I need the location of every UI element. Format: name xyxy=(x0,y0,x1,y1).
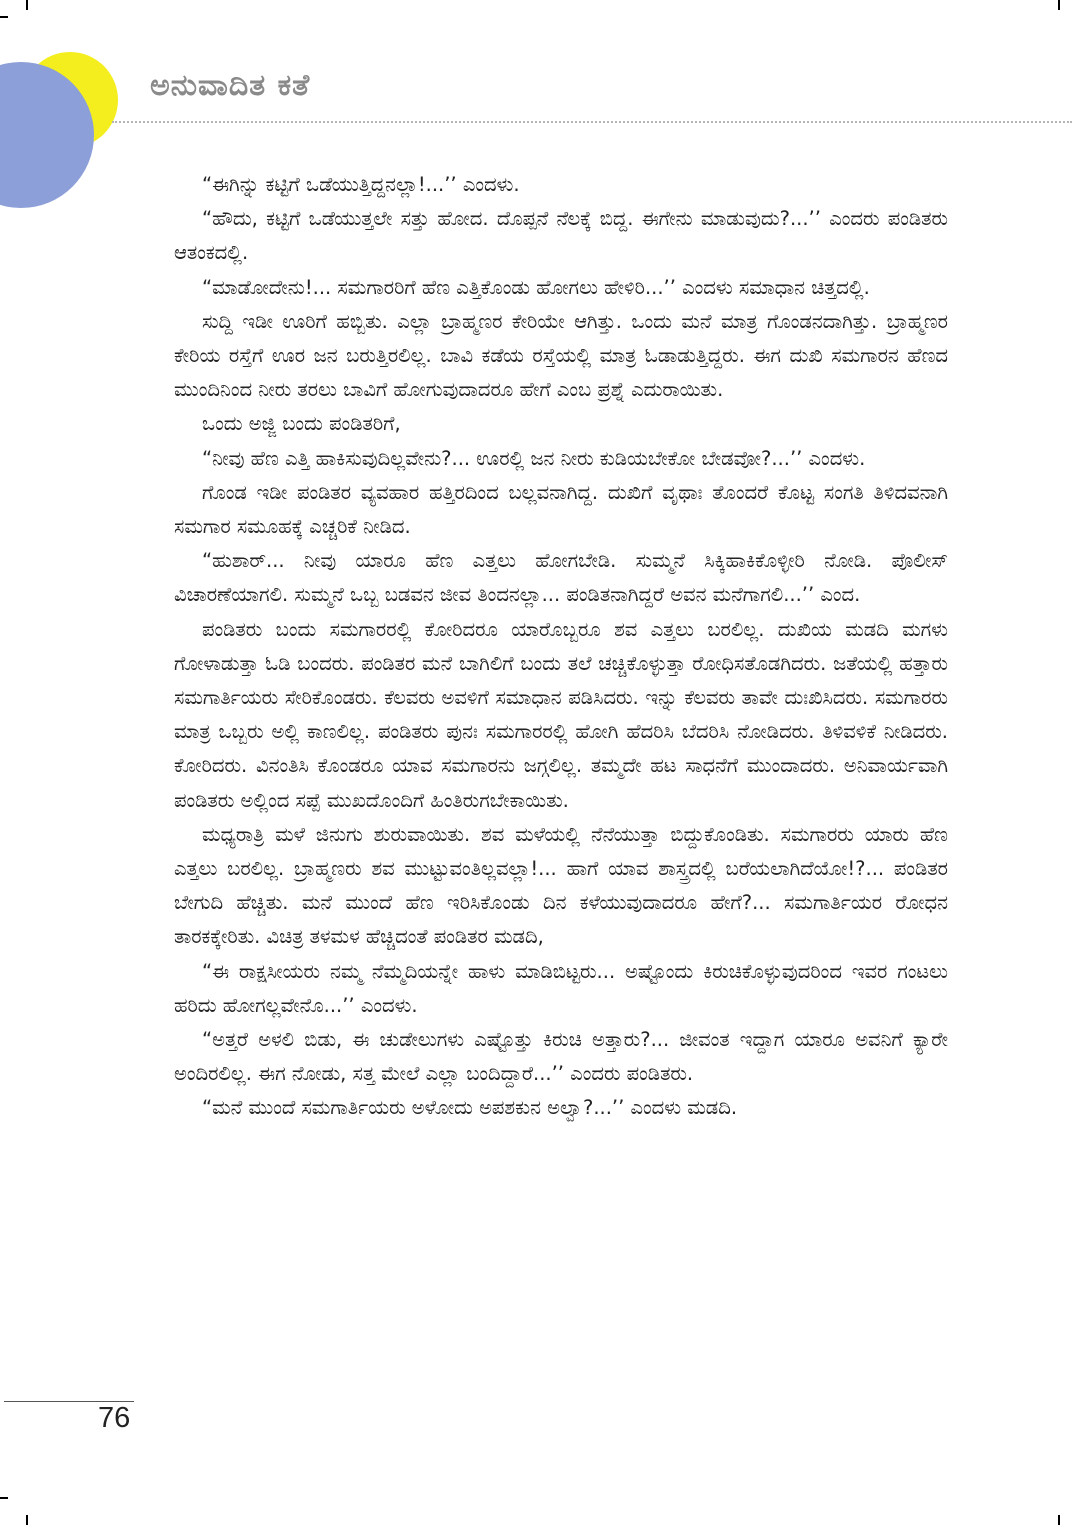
paragraph: “ಈ ರಾಕ್ಷಸೀಯರು ನಮ್ಮ ನೆಮ್ಮದಿಯನ್ನೇ ಹಾಳು ಮಾಡಿಬಿಟ್ಟರು... ಅಷ್ಟೊಂದು ಕಿರುಚಿಕೊಳ್ಳುವುದರಿಂದ ಇವರ ಗಂಟಲು ಹರಿದು ಹೋಗಲ್ಲವೇನೊ...’’ ಎಂದಳು. xyxy=(174,959,948,1017)
paragraph: “ಅತ್ತರೆ ಅಳಲಿ ಬಿಡು, ಈ ಚುಡೇಲುಗಳು ಎಷ್ಟೊತ್ತು ಕಿರುಚಿ ಅತ್ತಾರು?... ಜೀವಂತ ಇದ್ದಾಗ ಯಾರೂ ಅವನಿಗೆ ಕ್ಯಾರೇ ಅಂದಿರಲಿಲ್ಲ. ಈಗ ನೋಡು, ಸತ್ತ ಮೇಲೆ ಎಲ್ಲಾ ಬಂದಿದ್ದಾರೆ...’’ ಎಂದರು ಪಂಡಿತರು. xyxy=(174,1028,948,1086)
section-title: ಅನುವಾದಿತ ಕತೆ xyxy=(150,68,311,103)
paragraph: “ನೀವು ಹೆಣ ಎತ್ತಿ ಹಾಕಿಸುವುದಿಲ್ಲವೇನು?... ಊರಲ್ಲಿ ಜನ ನೀರು ಕುಡಿಯಬೇಕೋ ಬೇಡವೋ?...’’ ಎಂದಳು. xyxy=(202,446,866,470)
header-dotted-divider xyxy=(112,121,1072,123)
paragraph: ಗೊಂಡ ಇಡೀ ಪಂಡಿತರ ವ್ಯವಹಾರ ಹತ್ತಿರದಿಂದ ಬಲ್ಲವನಾಗಿದ್ದ. ದುಖಿಗೆ ವೃಥಾಃ ತೊಂದರೆ ಕೊಟ್ಟ ಸಂಗತಿ ತಿಳಿದವನಾಗಿ ಸಮಗಾರ ಸಮೂಹಕ್ಕೆ ಎಚ್ಚರಿಕೆ ನೀಡಿದ. xyxy=(174,480,948,539)
paragraph: “ಈಗಿನ್ನು ಕಟ್ಟಿಗೆ ಒಡೆಯುತ್ತಿದ್ದನಲ್ಲಾ!...’’ ಎಂದಳು. xyxy=(202,173,520,196)
paragraph: ಒಂದು ಅಜ್ಜಿ ಬಂದು ಪಂಡಿತರಿಗೆ, xyxy=(202,412,401,436)
crop-mark-top-right xyxy=(1058,0,1060,10)
paragraph: “ಮಾಡೋದೇನು!... ಸಮಗಾರರಿಗೆ ಹೆಣ ಎತ್ತಿಕೊಂಡು ಹೋಗಲು ಹೇಳಿರಿ...’’ ಎಂದಳು ಸಮಾಧಾನ ಚಿತ್ತದಲ್ಲಿ. xyxy=(202,275,870,299)
paragraph: ಪಂಡಿತರು ಬಂದು ಸಮಗಾರರಲ್ಲಿ ಕೋರಿದರೂ ಯಾರೊಬ್ಬರೂ ಶವ ಎತ್ತಲು ಬರಲಿಲ್ಲ. ದುಖಿಯ ಮಡದಿ ಮಗಳು ಗೋಳಾಡುತ್ತಾ ಓಡಿ ಬಂದರು. ಪಂಡಿತರ ಮನೆ ಬಾಗಿಲಿಗೆ ಬಂದು ತಲೆ ಚಚ್ಚಿಕೊಳ್ಳುತ್ತಾ ರೋಧಿಸತೊಡಗಿದರು. ಜತೆಯಲ್ಲಿ ಹತ್ತಾರು ಸಮಗಾರ್ತಿಯರು ಸೇರಿಕೊಂಡರು. ಕೆಲವರು ಅವಳಿಗೆ ಸಮಾಧಾನ ಪಡಿಸಿದರು. ಇನ್ನು ಕೆಲವರು ತಾವೇ ದುಃಖಿಸಿದರು. ಸಮಗಾರರು ಮಾತ್ರ ಒಬ್ಬರು ಅಲ್ಲಿ ಕಾಣಲಿಲ್ಲ. ಪಂಡಿತರು ಪುನಃ ಸಮಗಾರರಲ್ಲಿ ಹೋಗಿ ಹೆದರಿಸಿ ಬೆದರಿಸಿ ನೋಡಿದರು. ತಿಳಿವಳಿಕೆ ನೀಡಿದರು. ಕೋರಿದರು. ವಿನಂತಿಸಿ ಕೊಂಡರೂ ಯಾವ ಸಮಗಾರನು ಜಗ್ಗಲಿಲ್ಲ. ತಮ್ಮದೇ ಹಟ ಸಾಧನೆಗೆ ಮುಂದಾದರು. ಅನಿವಾರ್ಯವಾಗಿ ಪಂಡಿತರು ಅಲ್ಲಿಂದ ಸಪ್ಪೆ ಮುಖದೊಂದಿಗೆ ಹಿಂತಿರುಗಬೇಕಾಯಿತು. xyxy=(174,617,948,812)
crop-mark-bottom-right xyxy=(1058,1515,1060,1525)
paragraph: “ಹೌದು, ಕಟ್ಟಿಗೆ ಒಡೆಯುತ್ತಲೇ ಸತ್ತು ಹೋದ. ದೊಪ್ಪನೆ ನೆಲಕ್ಕೆ ಬಿದ್ದ. ಈಗೇನು ಮಾಡುವುದು?...’’ ಎಂದರು ಪಂಡಿತರು ಆತಂಕದಲ್ಲಿ. xyxy=(174,207,948,265)
paragraph: “ಹುಶಾರ್... ನೀವು ಯಾರೂ ಹೆಣ ಎತ್ತಲು ಹೋಗಬೇಡಿ. ಸುಮ್ಮನೆ ಸಿಕ್ಕಿಹಾಕಿಕೊಳ್ಳೀರಿ ನೋಡಿ. ಪೊಲೀಸ್ ವಿಚಾರಣೆಯಾಗಲಿ. ಸುಮ್ಮನೆ ಒಬ್ಬ ಬಡವನ ಜೀವ ತಿಂದನಲ್ಲಾ... ಪಂಡಿತನಾಗಿದ್ದರೆ ಅವನ ಮನೆಗಾಗಲಿ...’’ ಎಂದ. xyxy=(174,549,948,607)
page-number: 76 xyxy=(98,1402,131,1434)
crop-mark-bottom-left-side xyxy=(0,1497,8,1499)
crop-mark-top-left xyxy=(26,0,28,10)
story-body xyxy=(174,168,948,1126)
paragraph: “ಮನೆ ಮುಂದೆ ಸಮಗಾರ್ತಿಯರು ಅಳೋದು ಅಪಶಕುನ ಅಲ್ವಾ?...’’ ಎಂದಳು ಮಡದಿ. xyxy=(202,1096,738,1120)
paragraph: ಮಧ್ಯರಾತ್ರಿ ಮಳೆ ಜಿನುಗು ಶುರುವಾಯಿತು. ಶವ ಮಳೆಯಲ್ಲಿ ನೆನೆಯುತ್ತಾ ಬಿದ್ದುಕೊಂಡಿತು. ಸಮಗಾರರು ಯಾರು ಹೆಣ ಎತ್ತಲು ಬರಲಿಲ್ಲ. ಬ್ರಾಹ್ಮಣರು ಶವ ಮುಟ್ಟುವಂತಿಲ್ಲವಲ್ಲಾ!... ಹಾಗೆ ಯಾವ ಶಾಸ್ತ್ರದಲ್ಲಿ ಬರೆಯಲಾಗಿದೆಯೋ!?... ಪಂಡಿತರ ಬೇಗುದಿ ಹೆಚ್ಚಿತು. ಮನೆ ಮುಂದೆ ಹೆಣ ಇರಿಸಿಕೊಂಡು ದಿನ ಕಳೆಯುವುದಾದರೂ ಹೇಗೆ?... ಸಮಗಾರ್ತಿಯರ ರೋಧನ ತಾರಕಕ್ಕೇರಿತು. ವಿಚಿತ್ರ ತಳಮಳ ಹೆಚ್ಚಿದಂತೆ ಪಂಡಿತರ ಮಡದಿ, xyxy=(174,822,948,949)
crop-mark-bottom-left xyxy=(26,1515,28,1525)
crop-mark-top-left-side xyxy=(0,16,8,18)
paragraph: ಸುದ್ದಿ ಇಡೀ ಊರಿಗೆ ಹಬ್ಬಿತು. ಎಲ್ಲಾ ಬ್ರಾಹ್ಮಣರ ಕೇರಿಯೇ ಆಗಿತ್ತು. ಒಂದು ಮನೆ ಮಾತ್ರ ಗೊಂಡನದಾಗಿತ್ತು. ಬ್ರಾಹ್ಮಣರ ಕೇರಿಯ ರಸ್ತೆಗೆ ಊರ ಜನ ಬರುತ್ತಿರಲಿಲ್ಲ. ಬಾವಿ ಕಡೆಯ ರಸ್ತೆಯಲ್ಲಿ ಮಾತ್ರ ಓಡಾಡುತ್ತಿದ್ದರು. ಈಗ ದುಖಿ ಸಮಗಾರನ ಹೆಣದ ಮುಂದಿನಿಂದ ನೀರು ತರಲು ಬಾವಿಗೆ ಹೋಗುವುದಾದರೂ ಹೇಗೆ ಎಂಬ ಪ್ರಶ್ನೆ ಎದುರಾಯಿತು. xyxy=(174,309,948,402)
